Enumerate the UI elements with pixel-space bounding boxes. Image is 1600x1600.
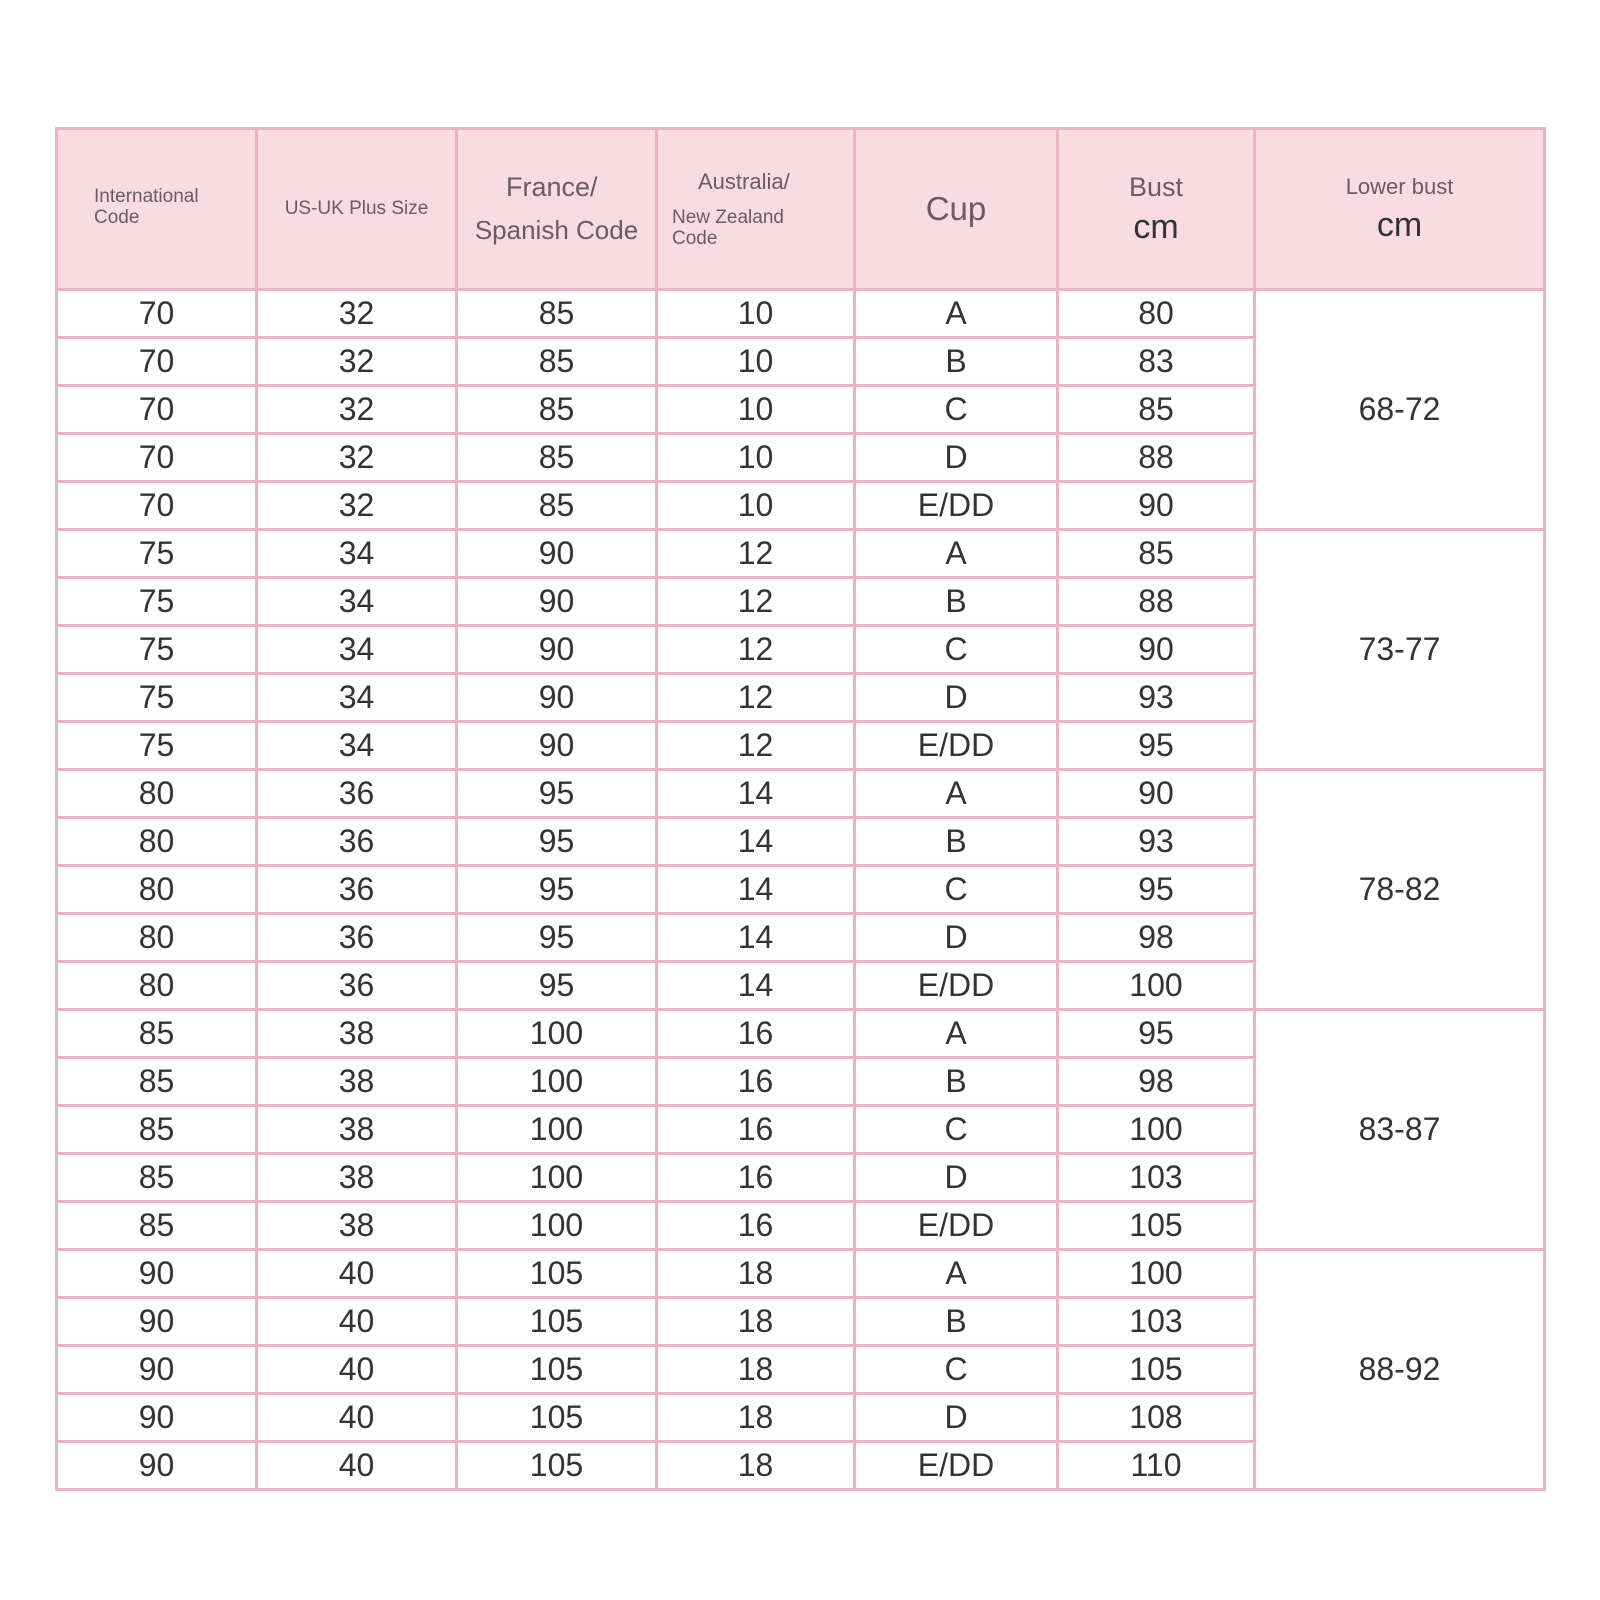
international-code-cell: 80 [57,962,257,1010]
lower-bust-cell: 68-72 [1255,290,1545,530]
cup-cell: A [855,290,1058,338]
international-code-cell: 70 [57,482,257,530]
bust-cell: 88 [1058,434,1255,482]
france-code-cell: 100 [457,1058,657,1106]
international-code-cell: 75 [57,722,257,770]
bust-cell: 105 [1058,1346,1255,1394]
bust-cell: 90 [1058,770,1255,818]
cup-cell: E/DD [855,1442,1058,1490]
france-code-cell: 85 [457,290,657,338]
international-code-cell: 85 [57,1058,257,1106]
cup-cell: C [855,1346,1058,1394]
cup-cell: B [855,338,1058,386]
us-uk-size-cell: 40 [257,1442,457,1490]
cup-cell: D [855,674,1058,722]
bust-cell: 95 [1058,1010,1255,1058]
header-bust [1058,129,1255,290]
us-uk-size-cell: 32 [257,386,457,434]
cup-cell: D [855,914,1058,962]
bust-cell: 90 [1058,482,1255,530]
australia-code-cell: 18 [657,1346,855,1394]
bust-cell: 95 [1058,722,1255,770]
cup-cell: A [855,1010,1058,1058]
france-code-cell: 105 [457,1250,657,1298]
header-international-code [57,129,257,290]
us-uk-size-cell: 36 [257,914,457,962]
table-row [57,1010,1545,1058]
france-code-cell: 95 [457,866,657,914]
international-code-cell: 80 [57,770,257,818]
france-code-cell: 90 [457,722,657,770]
france-code-cell: 105 [457,1394,657,1442]
cup-cell: A [855,770,1058,818]
australia-code-cell: 14 [657,866,855,914]
header-lower-unit: cm [1376,205,1423,244]
cup-cell: B [855,1058,1058,1106]
france-code-cell: 95 [457,962,657,1010]
us-uk-size-cell: 32 [257,338,457,386]
table-header [57,129,1545,290]
bust-cell: 80 [1058,290,1255,338]
us-uk-size-cell: 40 [257,1346,457,1394]
international-code-cell: 70 [57,338,257,386]
us-uk-size-cell: 36 [257,770,457,818]
size-chart-table [55,127,1546,1491]
france-code-cell: 100 [457,1202,657,1250]
cup-cell: B [855,818,1058,866]
international-code-cell: 90 [57,1346,257,1394]
cup-cell: E/DD [855,482,1058,530]
international-code-cell: 90 [57,1298,257,1346]
cup-cell: D [855,434,1058,482]
australia-code-cell: 14 [657,818,855,866]
us-uk-size-cell: 36 [257,866,457,914]
us-uk-size-cell: 40 [257,1394,457,1442]
us-uk-size-cell: 38 [257,1058,457,1106]
bust-cell: 98 [1058,1058,1255,1106]
table-row [57,770,1545,818]
cup-cell: B [855,1298,1058,1346]
australia-code-cell: 10 [657,338,855,386]
header-row [57,129,1545,290]
header-australia-line3: Code [672,228,718,249]
bust-cell: 95 [1058,866,1255,914]
header-france-line2: Spanish Code [474,215,639,245]
france-code-cell: 105 [457,1298,657,1346]
bust-cell: 85 [1058,386,1255,434]
header-us-uk-size [257,129,457,290]
us-uk-size-cell: 32 [257,290,457,338]
us-uk-size-cell: 32 [257,434,457,482]
france-code-cell: 100 [457,1010,657,1058]
australia-code-cell: 16 [657,1106,855,1154]
cup-cell: A [855,1250,1058,1298]
cup-cell: C [855,386,1058,434]
france-code-cell: 85 [457,386,657,434]
header-international-line1: International [94,186,199,207]
header-france-spanish-code [457,129,657,290]
header-france-line1: France/ [506,172,598,202]
bust-cell: 93 [1058,818,1255,866]
australia-code-cell: 10 [657,482,855,530]
france-code-cell: 105 [457,1346,657,1394]
australia-code-cell: 16 [657,1154,855,1202]
australia-code-cell: 16 [657,1202,855,1250]
us-uk-size-cell: 34 [257,530,457,578]
international-code-cell: 70 [57,386,257,434]
header-australia-line2: New Zealand [672,207,784,228]
lower-bust-cell: 78-82 [1255,770,1545,1010]
france-code-cell: 90 [457,530,657,578]
australia-code-cell: 18 [657,1250,855,1298]
cup-cell: C [855,1106,1058,1154]
france-code-cell: 100 [457,1106,657,1154]
international-code-cell: 90 [57,1442,257,1490]
cup-cell: A [855,530,1058,578]
international-code-cell: 80 [57,914,257,962]
australia-code-cell: 10 [657,434,855,482]
australia-code-cell: 12 [657,578,855,626]
australia-code-cell: 16 [657,1010,855,1058]
international-code-cell: 90 [57,1394,257,1442]
france-code-cell: 85 [457,482,657,530]
bust-cell: 93 [1058,674,1255,722]
bust-cell: 100 [1058,962,1255,1010]
table-row [57,1250,1545,1298]
header-cup-label: Cup [925,190,987,227]
us-uk-size-cell: 40 [257,1250,457,1298]
international-code-cell: 75 [57,674,257,722]
lower-bust-cell: 73-77 [1255,530,1545,770]
cup-cell: B [855,578,1058,626]
bust-cell: 103 [1058,1154,1255,1202]
cup-cell: D [855,1154,1058,1202]
us-uk-size-cell: 40 [257,1298,457,1346]
cup-cell: C [855,866,1058,914]
australia-code-cell: 12 [657,722,855,770]
table-row [57,290,1545,338]
australia-code-cell: 12 [657,674,855,722]
france-code-cell: 85 [457,338,657,386]
header-australia-nz-code [657,129,855,290]
france-code-cell: 95 [457,770,657,818]
us-uk-size-cell: 38 [257,1010,457,1058]
bust-cell: 85 [1058,530,1255,578]
bust-cell: 100 [1058,1106,1255,1154]
header-cup [855,129,1058,290]
international-code-cell: 85 [57,1202,257,1250]
cup-cell: C [855,626,1058,674]
cup-cell: D [855,1394,1058,1442]
header-lower-bust [1255,129,1545,290]
header-bust-unit: cm [1133,207,1179,246]
australia-code-cell: 10 [657,290,855,338]
australia-code-cell: 12 [657,530,855,578]
australia-code-cell: 14 [657,770,855,818]
table-row [57,530,1545,578]
us-uk-size-cell: 38 [257,1202,457,1250]
international-code-cell: 80 [57,866,257,914]
france-code-cell: 85 [457,434,657,482]
us-uk-size-cell: 32 [257,482,457,530]
header-australia-line1: Australia/ [698,169,790,194]
table-body [57,290,1545,1490]
france-code-cell: 95 [457,818,657,866]
us-uk-size-cell: 34 [257,674,457,722]
france-code-cell: 90 [457,674,657,722]
bust-cell: 98 [1058,914,1255,962]
us-uk-size-cell: 38 [257,1106,457,1154]
france-code-cell: 100 [457,1154,657,1202]
australia-code-cell: 14 [657,962,855,1010]
bust-cell: 100 [1058,1250,1255,1298]
international-code-cell: 70 [57,290,257,338]
france-code-cell: 95 [457,914,657,962]
international-code-cell: 75 [57,578,257,626]
international-code-cell: 85 [57,1154,257,1202]
australia-code-cell: 10 [657,386,855,434]
australia-code-cell: 16 [657,1058,855,1106]
cup-cell: E/DD [855,962,1058,1010]
us-uk-size-cell: 36 [257,818,457,866]
australia-code-cell: 12 [657,626,855,674]
lower-bust-cell: 83-87 [1255,1010,1545,1250]
us-uk-size-cell: 38 [257,1154,457,1202]
international-code-cell: 80 [57,818,257,866]
us-uk-size-cell: 34 [257,722,457,770]
international-code-cell: 75 [57,530,257,578]
international-code-cell: 85 [57,1106,257,1154]
bust-cell: 90 [1058,626,1255,674]
international-code-cell: 75 [57,626,257,674]
france-code-cell: 105 [457,1442,657,1490]
header-lower-line1: Lower bust [1345,173,1454,199]
bust-cell: 105 [1058,1202,1255,1250]
bust-cell: 103 [1058,1298,1255,1346]
australia-code-cell: 18 [657,1298,855,1346]
bust-cell: 108 [1058,1394,1255,1442]
header-international-line2: Code [94,207,140,228]
france-code-cell: 90 [457,578,657,626]
lower-bust-cell: 88-92 [1255,1250,1545,1490]
australia-code-cell: 18 [657,1394,855,1442]
bust-cell: 88 [1058,578,1255,626]
international-code-cell: 85 [57,1010,257,1058]
us-uk-size-cell: 34 [257,626,457,674]
us-uk-size-cell: 36 [257,962,457,1010]
international-code-cell: 70 [57,434,257,482]
australia-code-cell: 18 [657,1442,855,1490]
bust-cell: 83 [1058,338,1255,386]
header-bust-line1: Bust [1128,171,1184,202]
international-code-cell: 90 [57,1250,257,1298]
cup-cell: E/DD [855,722,1058,770]
us-uk-size-cell: 34 [257,578,457,626]
cup-cell: E/DD [855,1202,1058,1250]
header-usuk-label: US-UK Plus Size [284,198,429,219]
australia-code-cell: 14 [657,914,855,962]
bust-cell: 110 [1058,1442,1255,1490]
france-code-cell: 90 [457,626,657,674]
